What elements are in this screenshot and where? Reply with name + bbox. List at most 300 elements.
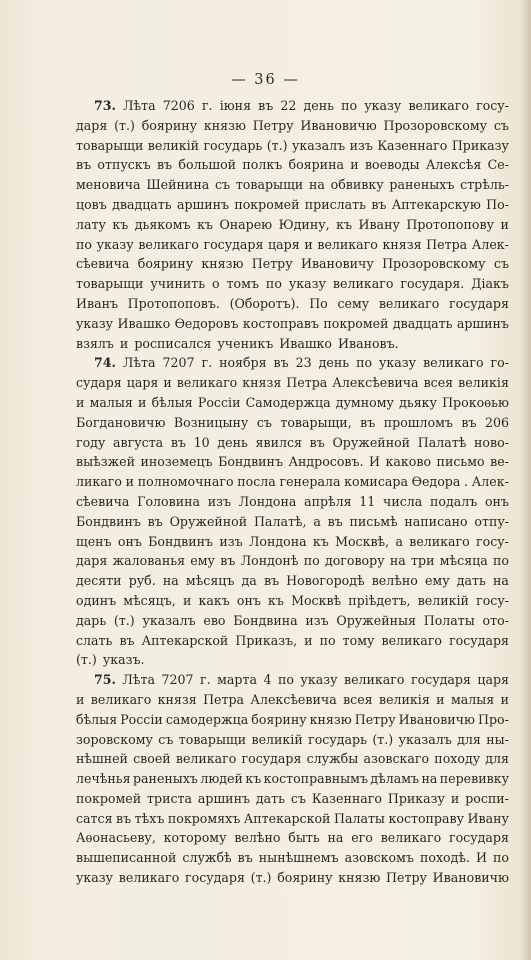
word: августа bbox=[113, 434, 164, 450]
word: въ bbox=[220, 553, 236, 569]
word: Ивановъ. bbox=[338, 335, 399, 351]
word: Протопоповъ. bbox=[127, 295, 220, 311]
text-line bbox=[76, 155, 509, 175]
word: прислать bbox=[304, 196, 367, 212]
word: день bbox=[318, 355, 350, 371]
word: дьякомъ bbox=[134, 216, 191, 232]
word: одинъ bbox=[76, 592, 117, 608]
text-line bbox=[76, 274, 509, 294]
word: Полаты bbox=[423, 612, 475, 628]
word: князю bbox=[309, 711, 352, 727]
word: Бондвинъ bbox=[76, 513, 141, 529]
word: десяти bbox=[76, 573, 122, 589]
word: Палаты bbox=[333, 810, 385, 826]
word: отпу- bbox=[474, 513, 509, 529]
word: костоправу bbox=[388, 810, 465, 826]
word: Ивановичу bbox=[300, 256, 374, 272]
word: Алексѣевича bbox=[250, 691, 337, 707]
word: полкъ bbox=[242, 157, 283, 173]
word: Петру bbox=[354, 711, 396, 727]
word: 10 bbox=[193, 434, 210, 450]
word: великаго bbox=[90, 691, 152, 707]
word: Возницыну bbox=[173, 414, 249, 430]
word: Онарею bbox=[219, 216, 273, 232]
word: сударя bbox=[76, 375, 122, 391]
word: о bbox=[212, 276, 220, 292]
word: и bbox=[76, 691, 85, 707]
word: 7207 bbox=[161, 672, 194, 688]
word: князю bbox=[201, 256, 244, 272]
word: полномочнаго bbox=[137, 474, 234, 490]
word: Ивашко bbox=[117, 315, 171, 331]
word: быть bbox=[288, 830, 320, 846]
word: и bbox=[500, 216, 509, 232]
word: 73. bbox=[94, 98, 116, 113]
word: Андросовъ. bbox=[288, 454, 364, 470]
word: го- bbox=[490, 355, 509, 371]
word: указъ. bbox=[102, 652, 145, 668]
word: Ивановичю bbox=[432, 870, 509, 886]
word: товарыщи bbox=[235, 177, 304, 193]
word: на bbox=[421, 771, 438, 787]
word: царя bbox=[268, 236, 300, 252]
word: Оружейной bbox=[169, 513, 248, 529]
word: дарь bbox=[76, 612, 107, 628]
word: въ bbox=[263, 573, 280, 589]
word: по bbox=[265, 276, 282, 292]
word: великаго bbox=[332, 276, 394, 292]
word: Лондонѣ bbox=[240, 553, 299, 569]
word: сатся bbox=[76, 810, 113, 826]
word: государя bbox=[241, 751, 302, 767]
word: государя bbox=[449, 830, 509, 846]
word: большой bbox=[178, 157, 237, 173]
word: онъ bbox=[484, 493, 509, 509]
word: съ bbox=[256, 414, 272, 430]
word: азовскаго bbox=[363, 751, 430, 767]
word: г. bbox=[200, 672, 211, 688]
word: къ bbox=[268, 592, 284, 608]
word: по bbox=[76, 236, 92, 252]
word: росписался bbox=[134, 335, 212, 351]
word: Приказу bbox=[451, 137, 509, 153]
word: и bbox=[304, 236, 313, 252]
word: службѣ bbox=[182, 850, 232, 866]
word: руб. bbox=[128, 573, 156, 589]
word: триста bbox=[147, 790, 192, 806]
word: изъ bbox=[305, 612, 329, 628]
word: всея bbox=[343, 691, 373, 707]
word: съ bbox=[493, 256, 509, 272]
text-line bbox=[76, 96, 509, 116]
word: каково bbox=[385, 454, 432, 470]
word: (т.) bbox=[76, 652, 97, 668]
word: великаго bbox=[381, 632, 442, 648]
word: въ bbox=[461, 414, 477, 430]
word: великаго bbox=[176, 375, 238, 391]
word: И bbox=[476, 850, 487, 866]
word: въ bbox=[147, 513, 163, 529]
word: для bbox=[457, 731, 481, 747]
word: а bbox=[313, 513, 321, 529]
word: 4 bbox=[263, 672, 272, 688]
word: въ bbox=[327, 513, 343, 529]
word: указу bbox=[288, 276, 326, 292]
word: день bbox=[217, 434, 248, 450]
word: великаго bbox=[409, 533, 470, 549]
word: (т.) bbox=[266, 137, 288, 153]
word: товарыщи bbox=[178, 731, 247, 747]
text-line bbox=[76, 828, 509, 848]
word: на bbox=[308, 177, 325, 193]
word: ево bbox=[203, 612, 226, 628]
word: въ bbox=[360, 414, 376, 430]
word: великій bbox=[147, 137, 200, 153]
word: 7206 bbox=[162, 98, 195, 113]
text-line bbox=[76, 769, 509, 789]
word: году bbox=[76, 434, 106, 450]
word: Оружейныя bbox=[336, 612, 416, 628]
word: и bbox=[76, 394, 85, 410]
word: (т.) bbox=[114, 117, 135, 133]
word: отпускъ bbox=[97, 157, 151, 173]
text-line bbox=[76, 789, 509, 809]
word: перевивку bbox=[439, 771, 509, 787]
word: Петра bbox=[286, 375, 328, 391]
word: госу- bbox=[476, 533, 509, 549]
text-line bbox=[76, 611, 509, 631]
word: Алек- bbox=[471, 236, 509, 252]
word: даря bbox=[76, 117, 108, 133]
word: даря bbox=[76, 553, 108, 569]
word: Аѳонасьеву, bbox=[76, 830, 156, 846]
word: И bbox=[369, 454, 381, 470]
word: аршинъ bbox=[197, 790, 250, 806]
word: государь bbox=[203, 137, 263, 153]
word: указалъ bbox=[291, 137, 346, 153]
word: 11 bbox=[359, 493, 376, 509]
word: указу bbox=[96, 236, 134, 252]
word: указу bbox=[76, 870, 114, 886]
word: покромяхъ bbox=[167, 810, 241, 826]
word: царя bbox=[126, 375, 159, 391]
word: дать bbox=[255, 790, 285, 806]
word: съ bbox=[290, 790, 306, 806]
word: и bbox=[119, 335, 129, 351]
word: аршинъ bbox=[456, 315, 509, 331]
word: выѣзжей bbox=[76, 454, 136, 470]
word: всея bbox=[423, 375, 454, 391]
word: по bbox=[341, 98, 358, 113]
word: его bbox=[351, 830, 373, 846]
text-line bbox=[76, 730, 509, 750]
word: Москвѣ bbox=[291, 592, 342, 608]
word: Казеннаго bbox=[311, 790, 382, 806]
word: Діакъ bbox=[471, 276, 509, 292]
word: іюня bbox=[219, 98, 252, 113]
word: къ bbox=[245, 771, 262, 787]
text-line bbox=[76, 710, 509, 730]
word: походѣ. bbox=[419, 850, 470, 866]
word: Шейнина bbox=[146, 177, 210, 193]
word: сѣевича bbox=[76, 256, 130, 272]
word: меновича bbox=[76, 177, 141, 193]
text-line bbox=[76, 353, 509, 373]
text-line bbox=[76, 393, 509, 413]
word: Аптекарской bbox=[141, 632, 229, 648]
word: на bbox=[327, 830, 344, 846]
word: ото- bbox=[482, 612, 509, 628]
text-line bbox=[76, 749, 509, 769]
word: костоправъ bbox=[242, 315, 319, 331]
word: мѣсяцъ, bbox=[123, 592, 176, 608]
word: изъ bbox=[207, 493, 231, 509]
word: и bbox=[450, 790, 460, 806]
word: аршинъ bbox=[176, 196, 230, 212]
word: въ bbox=[237, 850, 253, 866]
word: Лондона bbox=[248, 533, 307, 549]
text-line bbox=[76, 136, 509, 156]
word: товарыщи, bbox=[280, 414, 352, 430]
word: Ивашко bbox=[279, 335, 332, 351]
word: костоправнымъ bbox=[263, 771, 368, 787]
word: боярину bbox=[141, 117, 198, 133]
word: по bbox=[319, 632, 336, 648]
word: въ bbox=[371, 196, 387, 212]
word: князя bbox=[157, 691, 197, 707]
word: къ bbox=[112, 216, 129, 232]
word: Палатѣ, bbox=[253, 513, 307, 529]
word: зоровскому bbox=[76, 731, 153, 747]
word: Приказу bbox=[387, 790, 445, 806]
word: великаго bbox=[380, 830, 442, 846]
word: стрѣль- bbox=[460, 177, 509, 193]
word: 75. bbox=[94, 672, 116, 688]
text-line bbox=[76, 809, 509, 829]
word: 7207 bbox=[162, 355, 195, 371]
word: дать bbox=[456, 573, 486, 589]
word: двадцать bbox=[392, 315, 453, 331]
word: малыя bbox=[450, 691, 495, 707]
word: тому bbox=[342, 632, 375, 648]
word: своей bbox=[133, 751, 171, 767]
text-line bbox=[76, 591, 509, 611]
word: Лѣта bbox=[122, 355, 156, 371]
word: Самодержца bbox=[245, 394, 331, 410]
word: Алексѣевича bbox=[332, 375, 419, 391]
word: великія bbox=[458, 375, 509, 391]
word: двадцать bbox=[112, 196, 172, 212]
text-line bbox=[76, 551, 509, 571]
word: Лондона bbox=[238, 493, 297, 509]
word: Ивановичю bbox=[300, 117, 377, 133]
text-line bbox=[76, 294, 509, 314]
word: государя bbox=[410, 672, 471, 688]
word: онъ bbox=[236, 592, 261, 608]
word: Протопопову bbox=[406, 216, 494, 232]
text-line bbox=[76, 690, 509, 710]
word: Алек- bbox=[471, 474, 509, 490]
word: явился bbox=[255, 434, 302, 450]
word: посла bbox=[237, 474, 276, 490]
word: походу bbox=[434, 751, 481, 767]
word: великаго bbox=[118, 870, 180, 886]
text-line bbox=[76, 254, 509, 274]
word: въ bbox=[170, 434, 186, 450]
word: ве- bbox=[490, 454, 509, 470]
word: по bbox=[303, 553, 320, 569]
word: велѣно bbox=[234, 830, 281, 846]
text-line bbox=[76, 433, 509, 453]
word: Прокоѳью bbox=[442, 394, 509, 410]
word: государя bbox=[449, 295, 509, 311]
word: на bbox=[162, 573, 179, 589]
text-line bbox=[76, 452, 509, 472]
word: великій bbox=[417, 592, 469, 608]
word: Про- bbox=[478, 711, 509, 727]
word: и bbox=[350, 157, 359, 173]
word: ему bbox=[424, 573, 450, 589]
word: въ bbox=[258, 98, 274, 113]
word: Лѣта bbox=[123, 98, 156, 113]
word: ны- bbox=[486, 731, 509, 747]
word: ноября bbox=[219, 355, 267, 371]
word: ликаго bbox=[76, 474, 122, 490]
word: Юдину, bbox=[278, 216, 330, 232]
word: (т.) bbox=[113, 612, 135, 628]
word: въ bbox=[119, 632, 135, 648]
word: и bbox=[182, 592, 192, 608]
word: и bbox=[500, 691, 509, 707]
word: по bbox=[493, 553, 509, 569]
word: указалъ bbox=[142, 612, 196, 628]
word: томъ bbox=[226, 276, 259, 292]
word: Иванъ bbox=[76, 295, 118, 311]
word: боярина bbox=[288, 157, 344, 173]
word: указу bbox=[76, 315, 114, 331]
word: вышеписанной bbox=[76, 850, 177, 866]
word: 74. bbox=[94, 355, 116, 371]
word: (Оборотъ). bbox=[229, 295, 300, 311]
word: договору bbox=[324, 553, 385, 569]
word: въ bbox=[156, 157, 173, 173]
word: великаго bbox=[138, 236, 199, 252]
word: Петру bbox=[251, 256, 293, 272]
word: сѣевича bbox=[76, 493, 130, 509]
word: азовскомъ bbox=[344, 850, 414, 866]
word: Бондвинъ bbox=[218, 454, 283, 470]
word: по bbox=[493, 850, 509, 866]
word: дѣламъ bbox=[370, 771, 420, 787]
word: государь bbox=[308, 731, 367, 747]
word: взялъ bbox=[76, 335, 114, 351]
word: государя bbox=[185, 870, 245, 886]
word: велѣно bbox=[371, 573, 418, 589]
word: къ bbox=[336, 216, 352, 232]
word: обвивку bbox=[330, 177, 384, 193]
word: указу bbox=[300, 672, 338, 688]
word: Палатѣ bbox=[417, 434, 467, 450]
word: г. bbox=[201, 98, 213, 113]
word: Петру bbox=[252, 117, 294, 133]
word: комисара bbox=[344, 474, 408, 490]
word: нѣшней bbox=[76, 751, 128, 767]
word: великаго bbox=[343, 672, 405, 688]
word: Аптекарскую bbox=[391, 196, 481, 212]
word: г. bbox=[201, 355, 213, 371]
word: Приказъ, bbox=[235, 632, 298, 648]
text-line bbox=[76, 472, 509, 492]
word: пріѣдетъ, bbox=[348, 592, 411, 608]
word: князя bbox=[382, 236, 422, 252]
text-line bbox=[76, 235, 509, 255]
word: Москвѣ, bbox=[335, 533, 390, 549]
word: государя bbox=[449, 632, 509, 648]
word: великаго bbox=[175, 751, 237, 767]
word: (т.) bbox=[372, 731, 394, 747]
word: лату bbox=[76, 216, 106, 232]
text-line bbox=[76, 413, 509, 433]
word: да bbox=[241, 573, 257, 589]
word: на bbox=[492, 573, 509, 589]
word: бѣлыя bbox=[76, 711, 118, 727]
word: мѣсяцъ bbox=[185, 573, 235, 589]
word: великаго bbox=[317, 236, 378, 252]
word: раненыхъ bbox=[389, 177, 455, 193]
text-line bbox=[76, 195, 509, 215]
word: По bbox=[309, 295, 328, 311]
word: Россіи bbox=[197, 394, 241, 410]
word: боярину bbox=[277, 870, 333, 886]
word: Ивану bbox=[467, 810, 509, 826]
word: госу- bbox=[476, 592, 509, 608]
word: государя. bbox=[400, 276, 465, 292]
text-line bbox=[76, 670, 509, 690]
word: нынѣшнемъ bbox=[258, 850, 339, 866]
word: изъ bbox=[349, 137, 373, 153]
text-line bbox=[76, 512, 509, 532]
word: письмѣ bbox=[349, 513, 398, 529]
text-line bbox=[76, 334, 509, 354]
word: 22 bbox=[280, 98, 297, 113]
word: марта bbox=[217, 672, 257, 688]
word: къ bbox=[197, 216, 213, 232]
word: людей bbox=[200, 771, 243, 787]
word: подалъ bbox=[429, 493, 478, 509]
word: три bbox=[411, 553, 435, 569]
word: . bbox=[464, 474, 469, 490]
word: генерала bbox=[279, 474, 341, 490]
word: Ивану bbox=[358, 216, 400, 232]
word: службы bbox=[306, 751, 359, 767]
word: воеводы bbox=[364, 157, 420, 173]
word: жалованья bbox=[112, 553, 186, 569]
text-line bbox=[76, 492, 509, 512]
word: товарыщи bbox=[76, 137, 144, 153]
word: князю bbox=[203, 117, 246, 133]
word: Лѣта bbox=[122, 672, 155, 688]
word: самодержца bbox=[165, 711, 249, 727]
word: а bbox=[395, 533, 403, 549]
word: цовъ bbox=[76, 196, 107, 212]
word: къ bbox=[312, 533, 329, 549]
word: великія bbox=[379, 691, 430, 707]
text-line bbox=[76, 650, 509, 670]
text-line bbox=[76, 631, 509, 651]
word: мѣсяца bbox=[439, 553, 488, 569]
word: въ bbox=[273, 355, 289, 371]
word: лечѣнья bbox=[76, 771, 131, 787]
